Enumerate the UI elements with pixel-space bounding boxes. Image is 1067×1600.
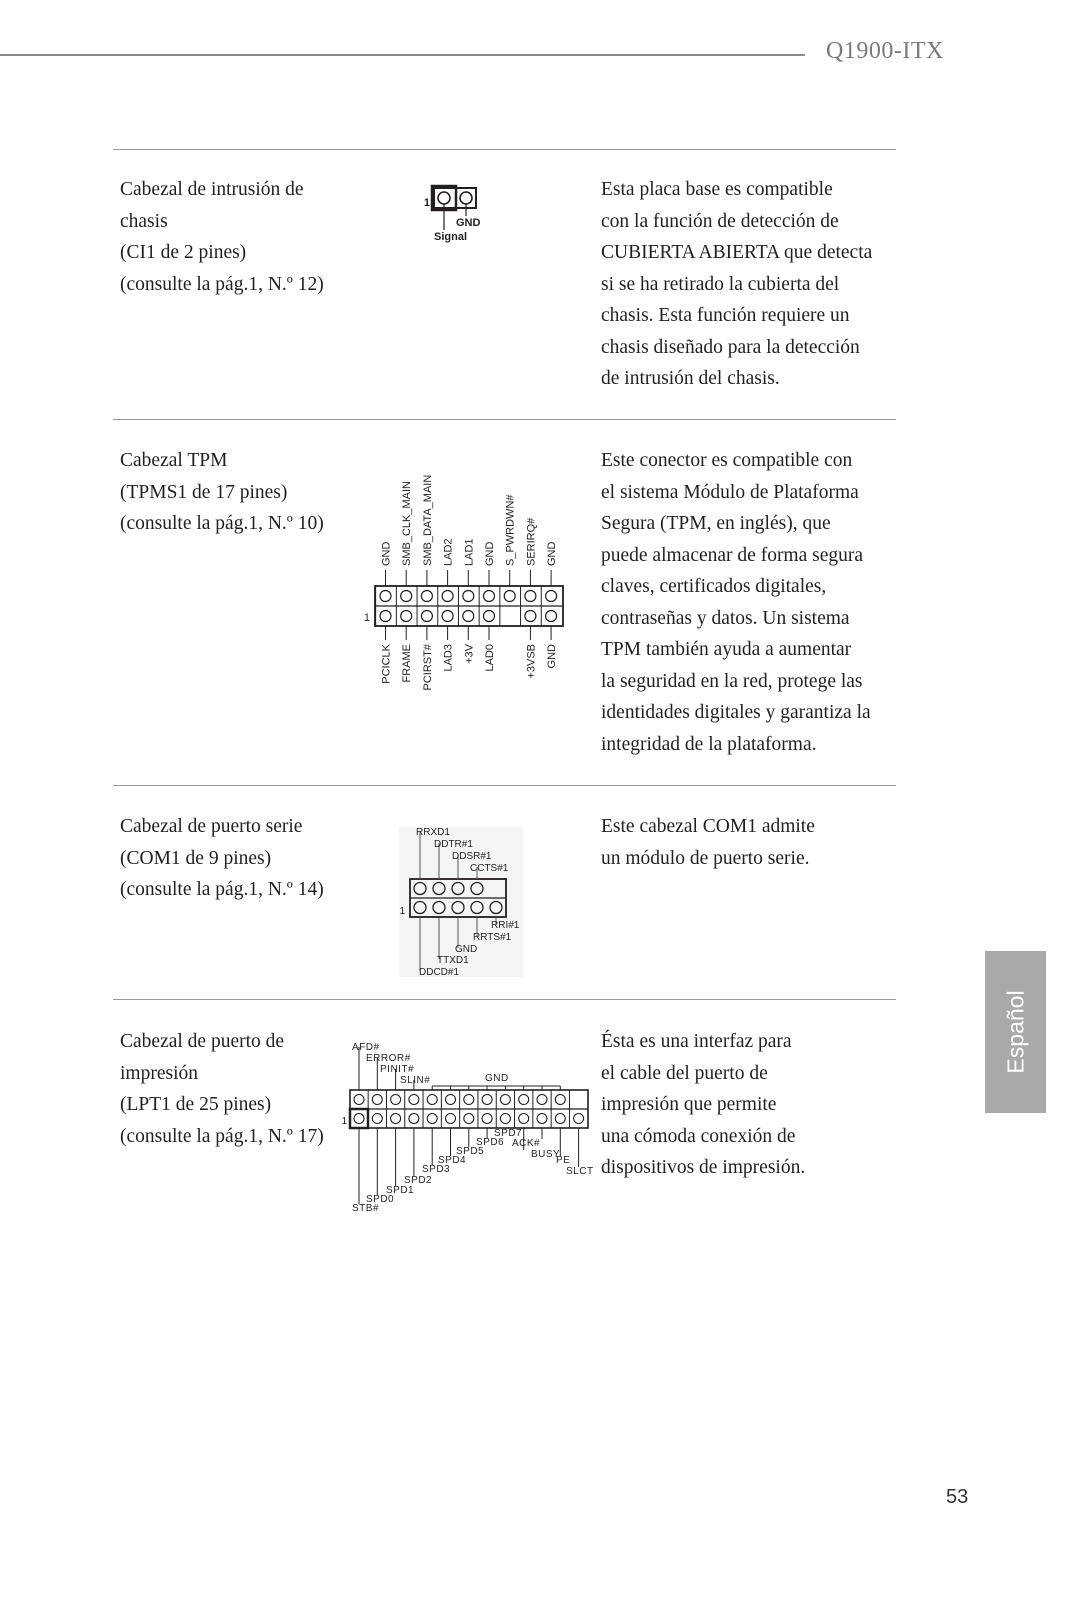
pin-circle (401, 611, 412, 622)
pin-circle (519, 1114, 529, 1124)
lpt1-title: Cabezal de puerto de impresión (LPT1 de 25 pines) (consulte la pág.1, N.º 17) (120, 1031, 324, 1147)
pin-circle (504, 591, 515, 602)
tpm-top-label: SERIRQ# (525, 517, 538, 566)
pin-circle (427, 1114, 437, 1124)
com1-bottom-label: RRTS#1 (473, 932, 512, 943)
lpt1-bottom-label: SPD1 (386, 1185, 415, 1196)
pin-circle (546, 611, 557, 622)
pin-circle (555, 1114, 565, 1124)
lpt1-bottom-label: PE (556, 1155, 571, 1166)
section-divider (113, 999, 896, 1000)
lpt1-bottom-label: SLCT (566, 1166, 594, 1177)
tpm-bottom-label: PCIRST# (421, 644, 434, 691)
com1-bottom-label: RRI#1 (491, 920, 520, 931)
lpt1-bottom-label: SPD5 (456, 1146, 485, 1157)
page-number: 53 (946, 1486, 969, 1508)
pin-circle (463, 611, 474, 622)
com1-bottom-label: DDCD#1 (419, 967, 460, 978)
lpt1-bottom-label: STB# (352, 1203, 380, 1214)
pin-circle (409, 1114, 419, 1124)
pin-circle (421, 611, 432, 622)
com1-top-label: CCTS#1 (470, 863, 509, 874)
ci1-title: Cabezal de intrusión de chasis (CI1 de 2 pines) (consulte la pág.1, N.º 12) (120, 179, 324, 295)
pin1-label: 1 (363, 612, 370, 624)
pin-circle (463, 591, 474, 602)
section-divider (113, 785, 896, 786)
pin-circle (500, 1114, 510, 1124)
section-divider (113, 149, 896, 150)
com1-bottom-label: TTXD1 (437, 955, 469, 966)
pin-circle (354, 1095, 364, 1105)
pin-circle (372, 1095, 382, 1105)
tpm-diagram (360, 452, 575, 697)
tpm-top-label: GND (546, 541, 559, 566)
lpt1-top-label: PINIT# (380, 1064, 415, 1075)
pin-circle (555, 1095, 565, 1105)
pin-circle (546, 591, 557, 602)
pin-circle (484, 591, 495, 602)
lpt1-bottom-label: SPD3 (422, 1164, 451, 1175)
tpm-top-label: LAD2 (442, 538, 455, 566)
com1-description: Este cabezal COM1 admite un módulo de puerto serie. (601, 816, 815, 869)
pin-circle (427, 1095, 437, 1105)
lpt1-bottom-label: BUSY (531, 1149, 561, 1160)
lpt1-bottom-label: SPD6 (476, 1137, 505, 1148)
com1-bottom-label: GND (455, 944, 478, 955)
section-divider (113, 419, 896, 420)
tpm-top-label: GND (484, 541, 496, 566)
com1-top-label: DDTR#1 (434, 839, 473, 850)
pin-circle (391, 1114, 401, 1124)
pin-circle (446, 1114, 456, 1124)
header-rule (0, 54, 805, 56)
language-label: Español (1002, 990, 1028, 1074)
lpt1-bottom-label: SPD0 (366, 1194, 395, 1205)
pin-circle (372, 1114, 382, 1124)
tpm-top-label: GND (380, 541, 393, 566)
pin-circle (484, 611, 495, 622)
lpt1-bottom-label: SPD7 (494, 1128, 523, 1139)
pin-circle (464, 1095, 474, 1105)
tpm-bottom-label: FRAME (401, 644, 414, 683)
pin-circle (574, 1114, 584, 1124)
lpt1-bottom-label: SPD4 (438, 1155, 467, 1166)
lpt1-bottom-label: SPD2 (404, 1175, 433, 1186)
com1-top-label: RRXD1 (416, 827, 450, 838)
gnd-label: GND (456, 217, 481, 229)
pin-circle (519, 1095, 529, 1105)
pin-circle (380, 591, 391, 602)
tpm-top-label: SMB_DATA_MAIN (421, 474, 434, 566)
pin-circle (354, 1114, 364, 1124)
pin-circle (525, 611, 536, 622)
pin-circle (391, 1095, 401, 1105)
tpm-bottom-label: LAD0 (484, 644, 496, 672)
pin-circle (401, 591, 412, 602)
pin-circle (482, 1095, 492, 1105)
ci1-diagram (420, 182, 500, 244)
tpm-description: Este conector es compatible con el sistema Módulo de Plataforma Segura (TPM, en inglés), que puede almacenar de forma segura claves, certificados digitales, contraseñas y datos. Un sistema TPM también ayuda a aumentar la seguridad en la red, protege las identidades digitales y garantiza la integridad de la plataforma. (601, 450, 871, 755)
com1-title: Cabezal de puerto serie (COM1 de 9 pines) (consulte la pág.1, N.º 14) (120, 816, 324, 900)
lpt1-top-label: AFD# (352, 1042, 380, 1053)
pin-circle (446, 1095, 456, 1105)
language-tab (985, 951, 1046, 1113)
pin-circle (421, 591, 432, 602)
tpm-bottom-label: +3VSB (525, 644, 538, 679)
com1-top-label: DDSR#1 (452, 851, 492, 862)
tpm-bottom-label: +3V (463, 644, 476, 664)
tpm-top-label: SMB_CLK_MAIN (401, 481, 414, 566)
pin-circle (442, 611, 453, 622)
pin-circle (525, 591, 536, 602)
tpm-bottom-label: PCICLK (380, 644, 393, 684)
pin-circle (500, 1095, 510, 1105)
pin1-label: 1 (423, 197, 430, 209)
pin-circle (464, 1114, 474, 1124)
tpm-top-label: LAD1 (463, 538, 476, 566)
pin-circle (380, 611, 391, 622)
signal-label: Signal (434, 231, 468, 243)
lpt1-top-label: ERROR# (366, 1053, 411, 1064)
lpt1-top-label: SLIN# (400, 1075, 431, 1086)
lpt1-bottom-label: ACK# (512, 1138, 541, 1149)
tpm-bottom-label: GND (546, 644, 559, 669)
pin1-label: 1 (399, 906, 405, 917)
tpm-title: Cabezal TPM (TPMS1 de 17 pines) (consulte la pág.1, N.º 10) (120, 450, 324, 534)
pin-circle (537, 1095, 547, 1105)
pin-circle (409, 1095, 419, 1105)
lpt1-description: Ésta es una interfaz para el cable del puerto de impresión que permite una cómoda conexión de dispositivos de impresión. (601, 1031, 806, 1178)
pin1-label: 1 (341, 1116, 347, 1127)
lpt1-top-label: GND (485, 1073, 509, 1084)
pin-circle (537, 1114, 547, 1124)
ci1-description: Esta placa base es compatible con la función de detección de CUBIERTA ABIERTA que detecta si se ha retirado la cubierta del chasis. Esta función requiere un chasis diseñado para la detección de intrusión del chasis. (601, 179, 873, 389)
pin-circle (482, 1114, 492, 1124)
lpt1-diagram (340, 1038, 598, 1216)
com1-diagram (396, 825, 526, 980)
model-title: Q1900-ITX (826, 38, 944, 64)
pin-circle (442, 591, 453, 602)
tpm-top-label: S_PWRDWN# (504, 494, 517, 566)
tpm-bottom-label: LAD3 (442, 644, 455, 672)
